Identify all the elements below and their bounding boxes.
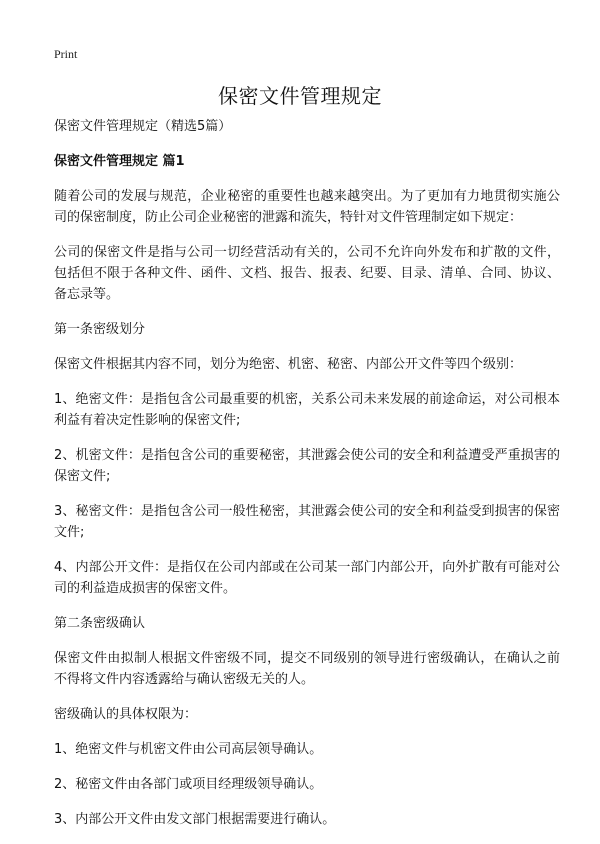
list-item: 3、内部公开文件由发文部门根据需要进行确认。 <box>54 812 336 827</box>
article-heading: 第一条密级划分 <box>54 322 146 337</box>
list-item: 4、内部公开文件：是指仅在公司内部或在公司某一部门内部公开，向外扩散有可能对公司的利益造成损害的保密文件。 <box>54 560 560 596</box>
page-title: 保密文件管理规定 <box>218 84 382 108</box>
list-item: 2、秘密文件由各部门或项目经理级领导确认。 <box>54 777 323 792</box>
list-item: 1、绝密文件与机密文件由公司高层领导确认。 <box>54 742 323 757</box>
list-item: 1、绝密文件：是指包含公司最重要的机密，关系公司未来发展的前途命运，对公司根本利益有着决定性影响的保密文件; <box>54 392 560 428</box>
print-link[interactable]: Print <box>54 47 78 61</box>
paragraph: 保密文件根据其内容不同，划分为绝密、机密、秘密、内部公开文件等四个级别： <box>54 357 523 372</box>
list-item: 2、机密文件：是指包含公司的重要秘密，其泄露会使公司的安全和利益遭受严重损害的保密文件; <box>54 448 560 484</box>
paragraph: 保密文件由拟制人根据文件密级不同，提交不同级别的领导进行密级确认，在确认之前不得将文件内容透露给与确认密级无关的人。 <box>54 651 560 687</box>
subtitle: 保密文件管理规定（精选5篇） <box>54 119 232 134</box>
article-heading: 第二条密级确认 <box>54 616 146 631</box>
document-body <box>54 116 560 844</box>
paragraph: 密级确认的具体权限为： <box>54 707 198 722</box>
section-heading: 保密文件管理规定 篇1 <box>54 154 185 169</box>
list-item: 3、秘密文件：是指包含公司一般性秘密，其泄露会使公司的安全和利益受到损害的保密文件; <box>54 504 560 540</box>
paragraph: 随着公司的发展与规范，企业秘密的重要性也越来越突出。为了更加有力地贯彻实施公司的保密制度，防止公司企业秘密的泄露和流失，特针对文件管理制定如下规定： <box>54 189 560 225</box>
paragraph: 公司的保密文件是指与公司一切经营活动有关的，公司不允许向外发布和扩散的文件，包括但不限于各种文件、函件、文档、报告、报表、纪要、目录、清单、合同、协议、备忘录等。 <box>54 245 560 302</box>
